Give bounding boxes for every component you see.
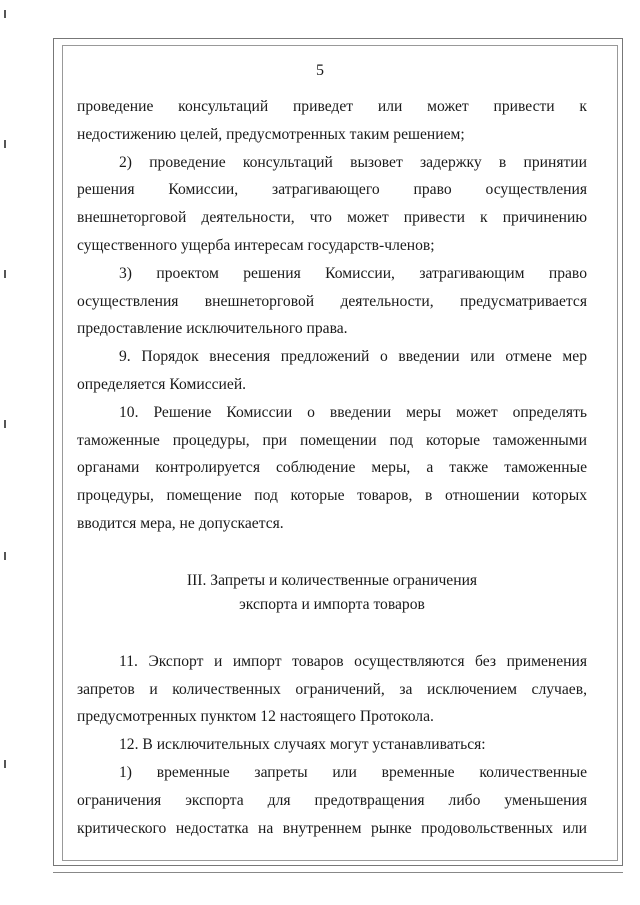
text-line: таможенные процедуры, при помещении под которые таможенными — [77, 431, 587, 449]
text-line: предоставление исключительного права. — [77, 320, 348, 338]
text-line: существенного ущерба интересам государств-членов; — [77, 236, 435, 254]
text-line: 1) временные запреты или временные количественные — [119, 763, 587, 781]
paragraph-clause-10 — [77, 399, 587, 538]
margin-mark — [4, 140, 6, 148]
margin-mark — [4, 270, 6, 278]
section-heading-line: III. Запреты и количественные ограничения — [186, 571, 478, 589]
text-line: ограничения экспорта для предотвращения либо уменьшения — [77, 791, 587, 809]
text-line: 12. В исключительных случаях могут устанавливаться: — [119, 736, 486, 754]
paragraph-item-3 — [77, 260, 587, 343]
margin-mark — [4, 552, 6, 560]
section-heading — [77, 569, 587, 617]
text-line: внешнеторговой деятельности, что может привести к причинению — [77, 209, 587, 227]
text-line: запретов и количественных ограничений, за исключением случаев, — [77, 680, 587, 698]
text-line: проведение консультаций приведет или может привести к — [77, 98, 587, 115]
paragraph-item-1 — [77, 759, 587, 842]
paragraph-clause-12 — [77, 731, 587, 759]
bottom-rule — [53, 872, 623, 873]
text-line: осуществления внешнеторговой деятельности, предусматривается — [77, 292, 587, 310]
text-line: 11. Экспорт и импорт товаров осуществляются без применения — [119, 652, 587, 670]
margin-mark — [4, 760, 6, 768]
paragraph-item-2 — [77, 149, 587, 260]
text-line: 3) проектом решения Комиссии, затрагивающим право — [119, 264, 587, 282]
margin-mark — [4, 420, 6, 428]
text-line: предусмотренных пунктом 12 настоящего Протокола. — [77, 708, 434, 726]
text-line: критического недостатка на внутреннем рынке продовольственных или — [77, 819, 587, 837]
paragraph-clause-9 — [77, 343, 587, 399]
paragraph-continuation — [77, 93, 587, 149]
paragraph-clause-11 — [77, 648, 587, 731]
text-line: 2) проведение консультаций вызовет задержку в принятии — [119, 153, 587, 171]
text-line: 9. Порядок внесения предложений о введении или отмене мер — [119, 348, 587, 366]
text-line: органами контролируется соблюдение меры, а также таможенные — [77, 459, 587, 477]
document-body — [77, 93, 587, 842]
page-number: 5 — [316, 62, 324, 79]
text-line: определяется Комиссией. — [77, 375, 247, 393]
text-line: вводится мера, не допускается. — [77, 514, 284, 532]
margin-mark — [4, 10, 6, 18]
section-heading-line: экспорта и импорта товаров — [239, 595, 425, 613]
text-line: 10. Решение Комиссии о введении меры может определять — [119, 403, 587, 421]
text-line: процедуры, помещение под которые товаров, в отношении которых — [77, 487, 587, 505]
text-line: решения Комиссии, затрагивающего право осуществления — [77, 181, 587, 199]
text-line: недостижению целей, предусмотренных таким решением; — [77, 125, 465, 143]
